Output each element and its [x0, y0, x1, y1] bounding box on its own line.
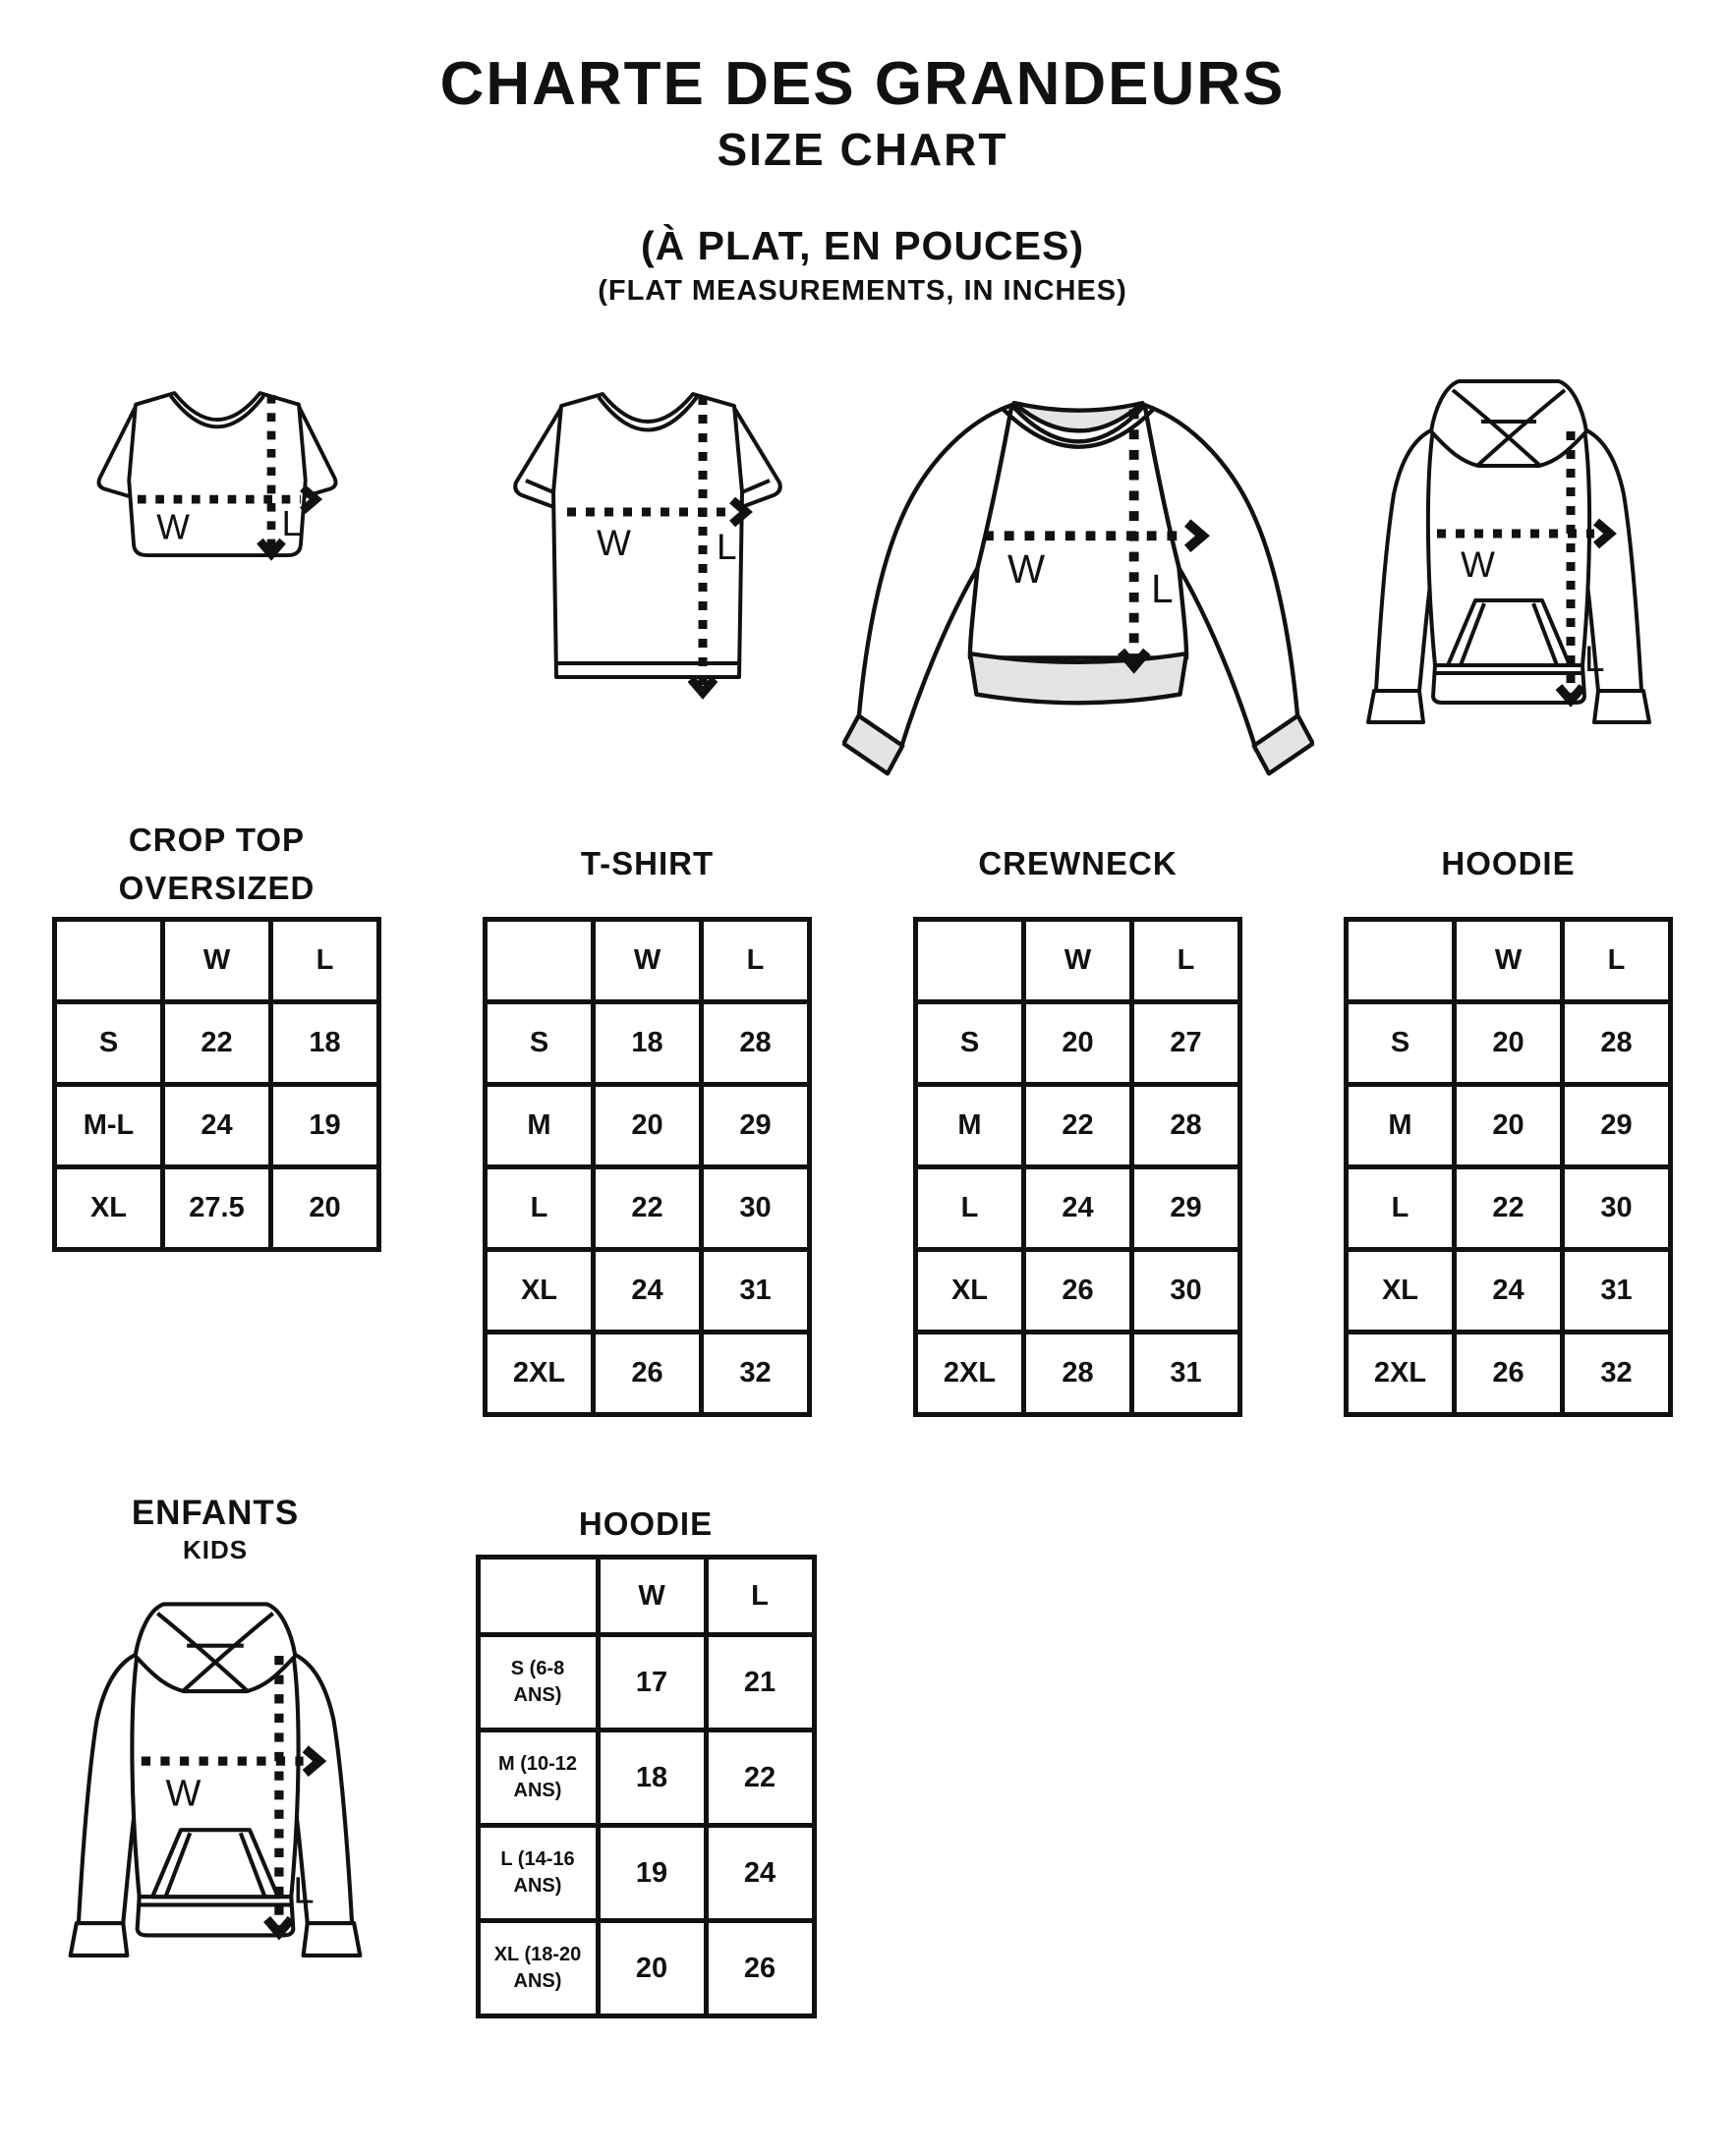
crop-top-illustration [75, 367, 360, 585]
size-value: 18 [271, 1002, 379, 1085]
left-sleeve [1376, 429, 1435, 691]
row-label: XL [486, 1250, 594, 1333]
hoodie-label [1441, 811, 1575, 917]
size-row [478, 1730, 814, 1826]
size-value: 29 [1563, 1085, 1671, 1167]
size-value: 20 [271, 1167, 379, 1250]
size-value: 24 [163, 1085, 271, 1167]
size-value: 24 [1455, 1250, 1563, 1333]
size-value: 29 [1132, 1167, 1240, 1250]
size-row [486, 1333, 810, 1415]
column-header: W [598, 1558, 706, 1635]
size-row [486, 1167, 810, 1250]
t-shirt-label [581, 811, 714, 917]
label-line-1: HOODIE [1441, 845, 1576, 882]
left-cuff [71, 1923, 128, 1956]
kids-table-column [431, 1494, 861, 2018]
kids-hoodie-size-table [476, 1555, 817, 2018]
header-row [55, 920, 379, 1002]
t-shirt-size-table [483, 917, 812, 1417]
hoodie-illustration [1347, 367, 1671, 755]
hem-band [1433, 665, 1584, 703]
row-label: 2XL [916, 1333, 1024, 1415]
hoodie-size-table [1344, 917, 1673, 1417]
size-value: 28 [1563, 1002, 1671, 1085]
size-row [55, 1167, 379, 1250]
kids-hoodie-figure [48, 1589, 382, 1994]
column-header: W [594, 920, 702, 1002]
row-label: XL [55, 1167, 163, 1250]
corner-cell [916, 920, 1024, 1002]
hem-band [138, 1897, 294, 1935]
crop-top-column [2, 367, 432, 1417]
t-shirt-figure [500, 367, 795, 811]
page-title-english: SIZE CHART [717, 124, 1008, 175]
left-sleeve [79, 1654, 140, 1923]
right-cuff [1594, 691, 1649, 722]
label-line-1: T-SHIRT [580, 845, 715, 882]
size-value: 27 [1132, 1002, 1240, 1085]
size-row [486, 1250, 810, 1333]
size-value: 24 [594, 1250, 702, 1333]
column-header: W [1455, 920, 1563, 1002]
garment-body [553, 394, 742, 677]
crop-top-label [119, 811, 316, 917]
size-row [478, 1635, 814, 1730]
size-value: 22 [1024, 1085, 1132, 1167]
kids-figure-column [0, 1494, 431, 2018]
crop-top-size-table [52, 917, 381, 1252]
size-row [1347, 1002, 1671, 1085]
corner-cell [486, 920, 594, 1002]
row-label: XL [1347, 1250, 1455, 1333]
subtitle-french: (À PLAT, EN POUCES) [640, 223, 1085, 268]
row-label: L (14-16 ANS) [478, 1826, 598, 1921]
t-shirt-column [432, 367, 863, 1417]
size-row [1347, 1167, 1671, 1250]
size-row [478, 1921, 814, 2016]
right-cuff [304, 1923, 361, 1956]
crewneck-label [978, 811, 1177, 917]
corner-cell [1347, 920, 1455, 1002]
size-value: 29 [702, 1085, 810, 1167]
size-value: 26 [594, 1333, 702, 1415]
size-row [486, 1002, 810, 1085]
adult-sizes-section [0, 367, 1725, 1417]
column-header: L [706, 1558, 814, 1635]
size-row [1347, 1333, 1671, 1415]
length-label: L [1583, 639, 1605, 679]
row-label: M (10-12 ANS) [478, 1730, 598, 1826]
page-title: CHARTE DES GRANDEURS [439, 50, 1286, 118]
size-value: 27.5 [163, 1167, 271, 1250]
size-value: 21 [706, 1635, 814, 1730]
row-label: S [916, 1002, 1024, 1085]
size-value: 28 [1024, 1333, 1132, 1415]
crewneck-column [863, 367, 1294, 1417]
row-label: L [486, 1167, 594, 1250]
corner-cell [55, 920, 163, 1002]
subtitle-block [0, 223, 1725, 308]
garment-body [129, 393, 306, 555]
size-row [916, 1167, 1240, 1250]
size-row [916, 1250, 1240, 1333]
header-row [478, 1558, 814, 1635]
row-label: S [1347, 1002, 1455, 1085]
crewneck-figure [842, 367, 1314, 811]
left-cuff [1368, 691, 1423, 722]
length-label: L [716, 527, 737, 567]
page-header [0, 0, 1725, 308]
row-label: L [916, 1167, 1024, 1250]
size-value: 22 [163, 1002, 271, 1085]
crop-top-figure [75, 367, 360, 811]
size-value: 18 [598, 1730, 706, 1826]
size-row [55, 1002, 379, 1085]
size-value: 17 [598, 1635, 706, 1730]
size-value: 19 [598, 1826, 706, 1921]
size-value: 30 [1132, 1250, 1240, 1333]
row-label: M [1347, 1085, 1455, 1167]
length-label: L [281, 503, 301, 543]
hoodie-column [1294, 367, 1724, 1417]
row-label: M [486, 1085, 594, 1167]
size-value: 19 [271, 1085, 379, 1167]
column-header: W [1024, 920, 1132, 1002]
kids-heading-english: KIDS [182, 1535, 249, 1564]
header-row [1347, 920, 1671, 1002]
kids-heading-french: ENFANTS [131, 1494, 300, 1532]
size-value: 31 [1132, 1333, 1240, 1415]
size-value: 20 [1455, 1085, 1563, 1167]
size-value: 32 [1563, 1333, 1671, 1415]
row-label: 2XL [486, 1333, 594, 1415]
size-row [916, 1002, 1240, 1085]
row-label: L [1347, 1167, 1455, 1250]
size-value: 30 [702, 1167, 810, 1250]
size-row [1347, 1250, 1671, 1333]
size-value: 26 [706, 1921, 814, 2016]
size-value: 24 [706, 1826, 814, 1921]
size-value: 28 [1132, 1085, 1240, 1167]
subtitle-english: (FLAT MEASUREMENTS, IN INCHES) [598, 275, 1127, 307]
size-value: 26 [1024, 1250, 1132, 1333]
column-header: L [1563, 920, 1671, 1002]
crewneck-illustration [842, 367, 1314, 795]
crewneck-size-table [913, 917, 1242, 1417]
width-label: W [155, 507, 190, 547]
size-value: 26 [1455, 1333, 1563, 1415]
size-row [55, 1085, 379, 1167]
size-row [1347, 1085, 1671, 1167]
row-label: S (6-8 ANS) [478, 1635, 598, 1730]
size-row [916, 1333, 1240, 1415]
size-value: 31 [702, 1250, 810, 1333]
size-value: 31 [1563, 1250, 1671, 1333]
corner-cell [478, 1558, 598, 1635]
row-label: M [916, 1085, 1024, 1167]
row-label: S [486, 1002, 594, 1085]
label-line-1: CROP TOP [128, 821, 306, 858]
kids-sizes-section [0, 1494, 1725, 2018]
column-header: L [702, 920, 810, 1002]
t-shirt-illustration [500, 367, 795, 706]
label-line-1: CREWNECK [978, 845, 1178, 882]
size-value: 22 [706, 1730, 814, 1826]
length-label: L [1150, 565, 1174, 611]
column-header: W [163, 920, 271, 1002]
size-value: 32 [702, 1333, 810, 1415]
size-value: 18 [594, 1002, 702, 1085]
length-label: L [293, 1869, 315, 1912]
row-label: M-L [55, 1085, 163, 1167]
row-label: XL [916, 1250, 1024, 1333]
row-label: S [55, 1002, 163, 1085]
width-label: W [596, 523, 631, 563]
hem-band [969, 653, 1185, 703]
size-value: 20 [1455, 1002, 1563, 1085]
width-label: W [1006, 546, 1045, 593]
size-value: 22 [1455, 1167, 1563, 1250]
header-row [486, 920, 810, 1002]
label-line-2: OVERSIZED [118, 870, 316, 906]
row-label: 2XL [1347, 1333, 1455, 1415]
size-value: 20 [1024, 1002, 1132, 1085]
column-header: L [271, 920, 379, 1002]
size-value: 30 [1563, 1167, 1671, 1250]
size-row [478, 1826, 814, 1921]
size-value: 22 [594, 1167, 702, 1250]
size-value: 20 [594, 1085, 702, 1167]
width-label: W [1460, 544, 1495, 585]
kids-hoodie-illustration [48, 1589, 382, 1989]
size-value: 24 [1024, 1167, 1132, 1250]
size-value: 28 [702, 1002, 810, 1085]
size-value: 20 [598, 1921, 706, 2016]
column-header: L [1132, 920, 1240, 1002]
hoodie-figure [1347, 367, 1671, 811]
row-label: XL (18-20 ANS) [478, 1921, 598, 2016]
size-row [486, 1085, 810, 1167]
header-row [916, 920, 1240, 1002]
kids-hoodie-label: HOODIE [578, 1505, 714, 1542]
width-label: W [165, 1772, 201, 1815]
size-row [916, 1085, 1240, 1167]
